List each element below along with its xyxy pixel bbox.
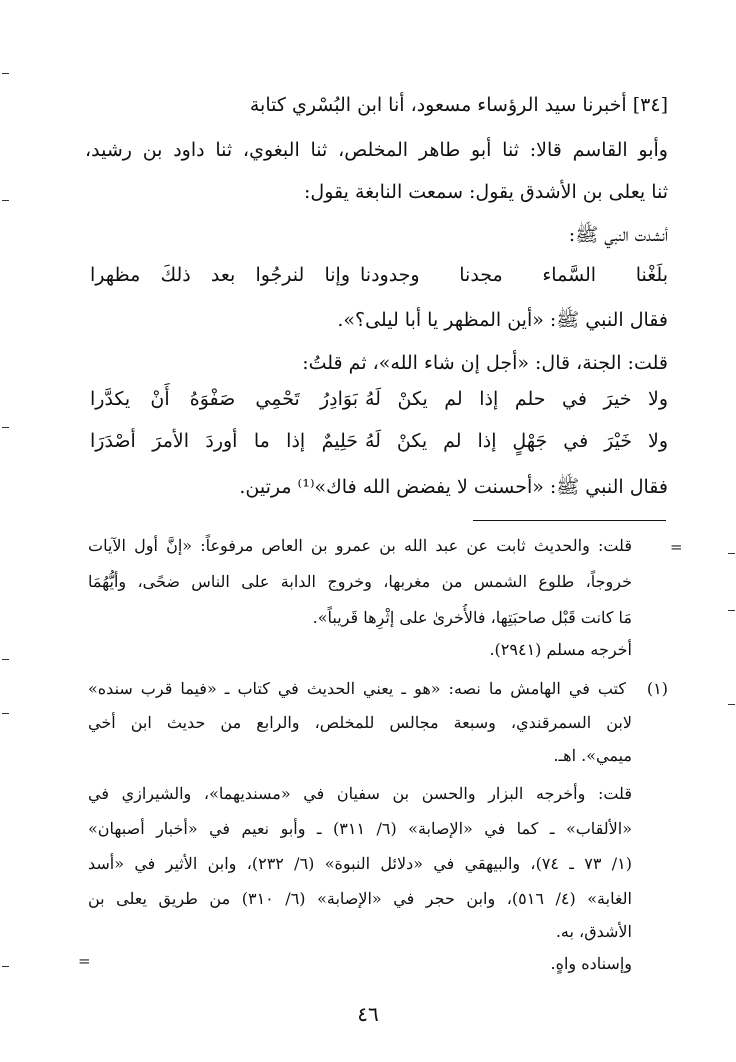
margin-tick [728,610,735,611]
main-text-line: فقال النبي ﷺ: «أين المظهر يا أبا ليلى؟». [337,309,668,331]
footnote-line: مَا كانت قَبْل صاحبَتِها، فالأُخرىٰ على إثْرِها قَريباً». [312,608,632,627]
footnote-separator [473,520,666,521]
main-text-line: أنشدت النبي ﷺ: [568,224,668,246]
main-text-line: قلت: الجنة، قال: «أجل إن شاء الله»، ثم قلتُ: [302,352,668,374]
margin-tick [2,659,9,660]
footnote-line: الغابة» (٤/ ٥١٦)، وابن حجر في «الإصابة» (٦/ ٣١٠) من طريق يعلى بن [88,889,632,908]
footnote-line: قلت: وأخرجه البزار والحسن بن سفيان في «مسنديهما»، والشيرازي في [88,784,632,803]
margin-tick [2,966,9,967]
margin-tick [2,713,9,714]
continuation-mark: = [670,538,683,556]
verse-hemistich-right: بلَغْنا السَّماء مجدنا وجدودنا [360,264,668,286]
footnote-line: خروجاً، طلوع الشمس من مغربها، وخروج الدابة على الناس ضحًى، وأيُّهُمَا [88,572,632,591]
footnote-line: (١/ ٧٣ ـ ٧٤)، والبيهقي في «دلائل النبوة» (٦/ ٢٣٢)، وابن الأثير في «أسد [88,854,632,873]
verse-hemistich-left: حَلِيمٌ إذا ما أوردَ الأمرَ أصْدَرَا [90,430,358,452]
margin-tick [728,553,735,554]
margin-tick [2,73,9,74]
footnote-line: الأشدق، به. [555,922,632,941]
main-text-line: فقال النبي ﷺ: «أحسنت لا يفضض الله فاك»⁽¹⁾ مرتين. [239,476,668,498]
margin-tick [2,200,9,201]
page-number: ٤٦ [357,1002,379,1026]
verse-hemistich-right: ولا خَيْرَ في جَهْلٍ إذا لم يكنْ لَهُ [365,430,668,452]
margin-tick [2,427,9,428]
margin-tick [728,704,735,705]
continuation-mark: = [78,952,91,970]
footnote-line: ميمي». اهـ. [553,746,632,765]
footnote-line: أخرجه مسلم (٢٩٤١). [489,640,632,659]
footnote-line: لابن السمرقندي، وسبعة مجالس للمخلص، والرابع من حديث ابن أخي [88,713,632,732]
footnote-line: «الألقاب» ـ كما في «الإصابة» (٦/ ٣١١) ـ وأبو نعيم في «أخبار أصبهان» [88,819,632,838]
verse-hemistich-left: وإنا لنرجُوا بعد ذلكَ مظهرا [90,264,350,286]
main-text-line: ثنا يعلى بن الأشدق يقول: سمعت النابغة يقول: [304,181,668,203]
verse-hemistich-left: بَوَادِرُ تَحْمِي صَفْوَهُ أَنْ يكدَّرا [90,388,358,410]
footnote-line: قلت: والحديث ثابت عن عبد الله بن عمرو بن العاص مرفوعاً: «إنَّ أول الآيات [88,536,632,555]
main-text-line: [٣٤] أخبرنا سيد الرؤساء مسعود، أنا ابن البُسْري كتابة [249,94,668,116]
footnote-number: (١) [646,679,668,698]
main-text-line: وأبو القاسم قالا: ثنا أبو طاهر المخلص، ثنا البغوي، ثنا داود بن رشيد، [85,139,668,161]
footnote-line: وإسناده واهٍ. [550,954,632,973]
footnote-line: كتب في الهامش ما نصه: «هو ـ يعني الحديث في كتاب ـ «فيما قرب سنده» [88,679,626,698]
verse-hemistich-right: ولا خيرَ في حلم إذا لم يكنْ لَهُ [365,388,668,410]
